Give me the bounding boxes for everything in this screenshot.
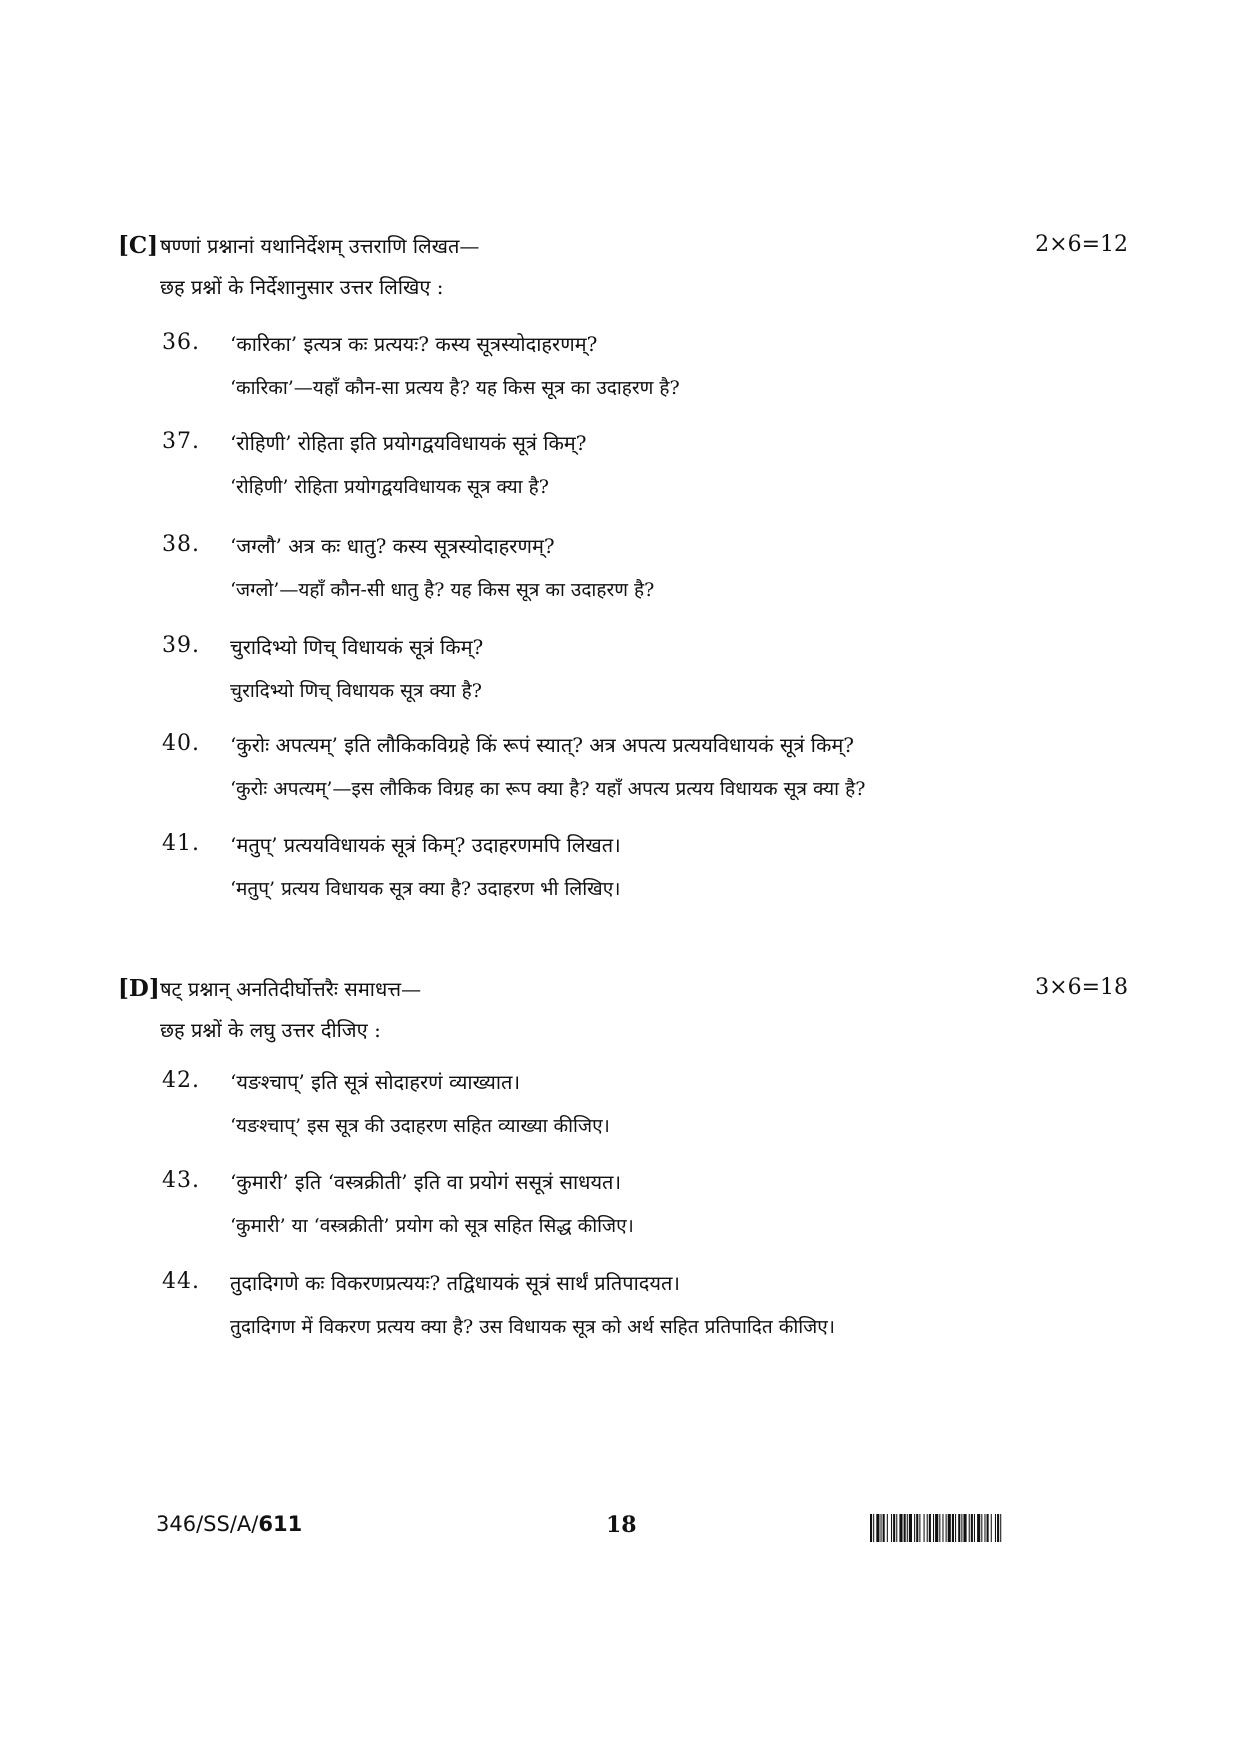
question-hindi: ‘रोहिणी’ रोहिता प्रयोगद्वयविधायक सूत्र क्या है? [230,476,549,498]
paper-code [156,1512,302,1536]
question-number: 37. [162,429,200,454]
page-number: 18 [606,1512,637,1538]
section-marks: 2×6=12 [1035,232,1128,257]
question-number: 43. [162,1168,200,1193]
question-hindi: ‘जग्लो’—यहाँ कौन-सी धातु है? यह किस सूत्र का उदाहरण है? [230,579,655,601]
question-sanskrit: चुरादिभ्यो णिच् विधायकं सूत्रं किम्? [230,635,484,659]
question-hindi: तुदादिगण में विकरण प्रत्यय क्या है? उस विधायक सूत्र को अर्थ सहित प्रतिपादित कीजिए। [230,1316,835,1338]
section-instruction-hindi: छह प्रश्नों के निर्देशानुसार उत्तर लिखिए : [160,275,444,299]
question-hindi: ‘मतुप्’ प्रत्यय विधायक सूत्र क्या है? उदाहरण भी लिखिए। [230,878,621,900]
question-number: 36. [162,330,200,355]
question-item [162,633,1062,705]
question-number: 39. [162,633,200,658]
question-hindi: ‘कुमारी’ या ‘वस्त्रक्रीती’ प्रयोग को सूत्र सहित सिद्ध कीजिए। [230,1215,634,1237]
section-c-header [118,232,1128,300]
question-item [162,429,1062,501]
question-number: 44. [162,1269,200,1294]
paper-code-prefix: 346/SS/A/ [156,1512,259,1536]
section-tag: [D] [118,975,160,1002]
section-marks: 3×6=18 [1035,975,1128,1000]
question-item [162,330,1062,402]
question-item [162,831,1062,903]
section-d-header [118,975,1128,1043]
question-hindi: ‘कारिका’—यहाँ कौन-सा प्रत्यय है? यह किस सूत्र का उदाहरण है? [230,377,680,399]
paper-code-number: 611 [258,1512,303,1536]
question-sanskrit: ‘यङश्चाप्’ इति सूत्रं सोदाहरणं व्याख्यात। [230,1070,521,1094]
question-item [162,1068,1062,1140]
question-number: 40. [162,731,200,756]
question-number: 38. [162,532,200,557]
question-item [162,1168,1062,1240]
question-sanskrit: ‘मतुप्’ प्रत्ययविधायकं सूत्रं किम्? उदाहरणमपि लिखत। [230,833,621,857]
page-footer [156,1512,1126,1546]
question-item [162,1269,1062,1341]
question-sanskrit: ‘कारिका’ इत्यत्र कः प्रत्ययः? कस्य सूत्रस्योदाहरणम्? [230,332,598,356]
section-instruction-sanskrit: षण्णां प्रश्नानां यथानिर्देशम् उत्तराणि लिखत— [160,234,480,258]
question-number: 41. [162,831,200,856]
question-sanskrit: ‘रोहिणी’ रोहिता इति प्रयोगद्वयविधायकं सूत्रं किम्? [230,431,587,455]
question-sanskrit: ‘जग्लौ’ अत्र कः धातु? कस्य सूत्रस्योदाहरणम्? [230,534,555,558]
section-instruction-hindi: छह प्रश्नों के लघु उत्तर दीजिए : [160,1018,381,1042]
question-item [162,731,1062,803]
question-sanskrit: ‘कुरोः अपत्यम्’ इति लौकिकविग्रहे किं रूपं स्यात्? अत्र अपत्य प्रत्ययविधायकं सूत्रं किम्? [230,733,855,757]
question-item [162,532,1062,604]
question-hindi: चुरादिभ्यो णिच् विधायक सूत्र क्या है? [230,680,482,702]
barcode-image [870,1514,1126,1542]
question-hindi: ‘यङश्चाप्’ इस सूत्र की उदाहरण सहित व्याख्या कीजिए। [230,1115,610,1137]
question-number: 42. [162,1068,200,1093]
question-sanskrit: तुदादिगणे कः विकरणप्रत्ययः? तद्विधायकं सूत्रं सार्थं प्रतिपादयत। [230,1271,680,1295]
question-sanskrit: ‘कुमारी’ इति ‘वस्त्रक्रीती’ इति वा प्रयोगं ससूत्रं साधयत। [230,1170,622,1194]
section-tag: [C] [118,232,159,259]
section-instruction-sanskrit: षट् प्रश्नान् अनतिदीर्घोत्तरैः समाधत्त— [160,977,422,1001]
question-hindi: ‘कुरोः अपत्यम्’—इस लौकिक विग्रह का रूप क्या है? यहाँ अपत्य प्रत्यय विधायक सूत्र क्या है? [230,778,866,800]
